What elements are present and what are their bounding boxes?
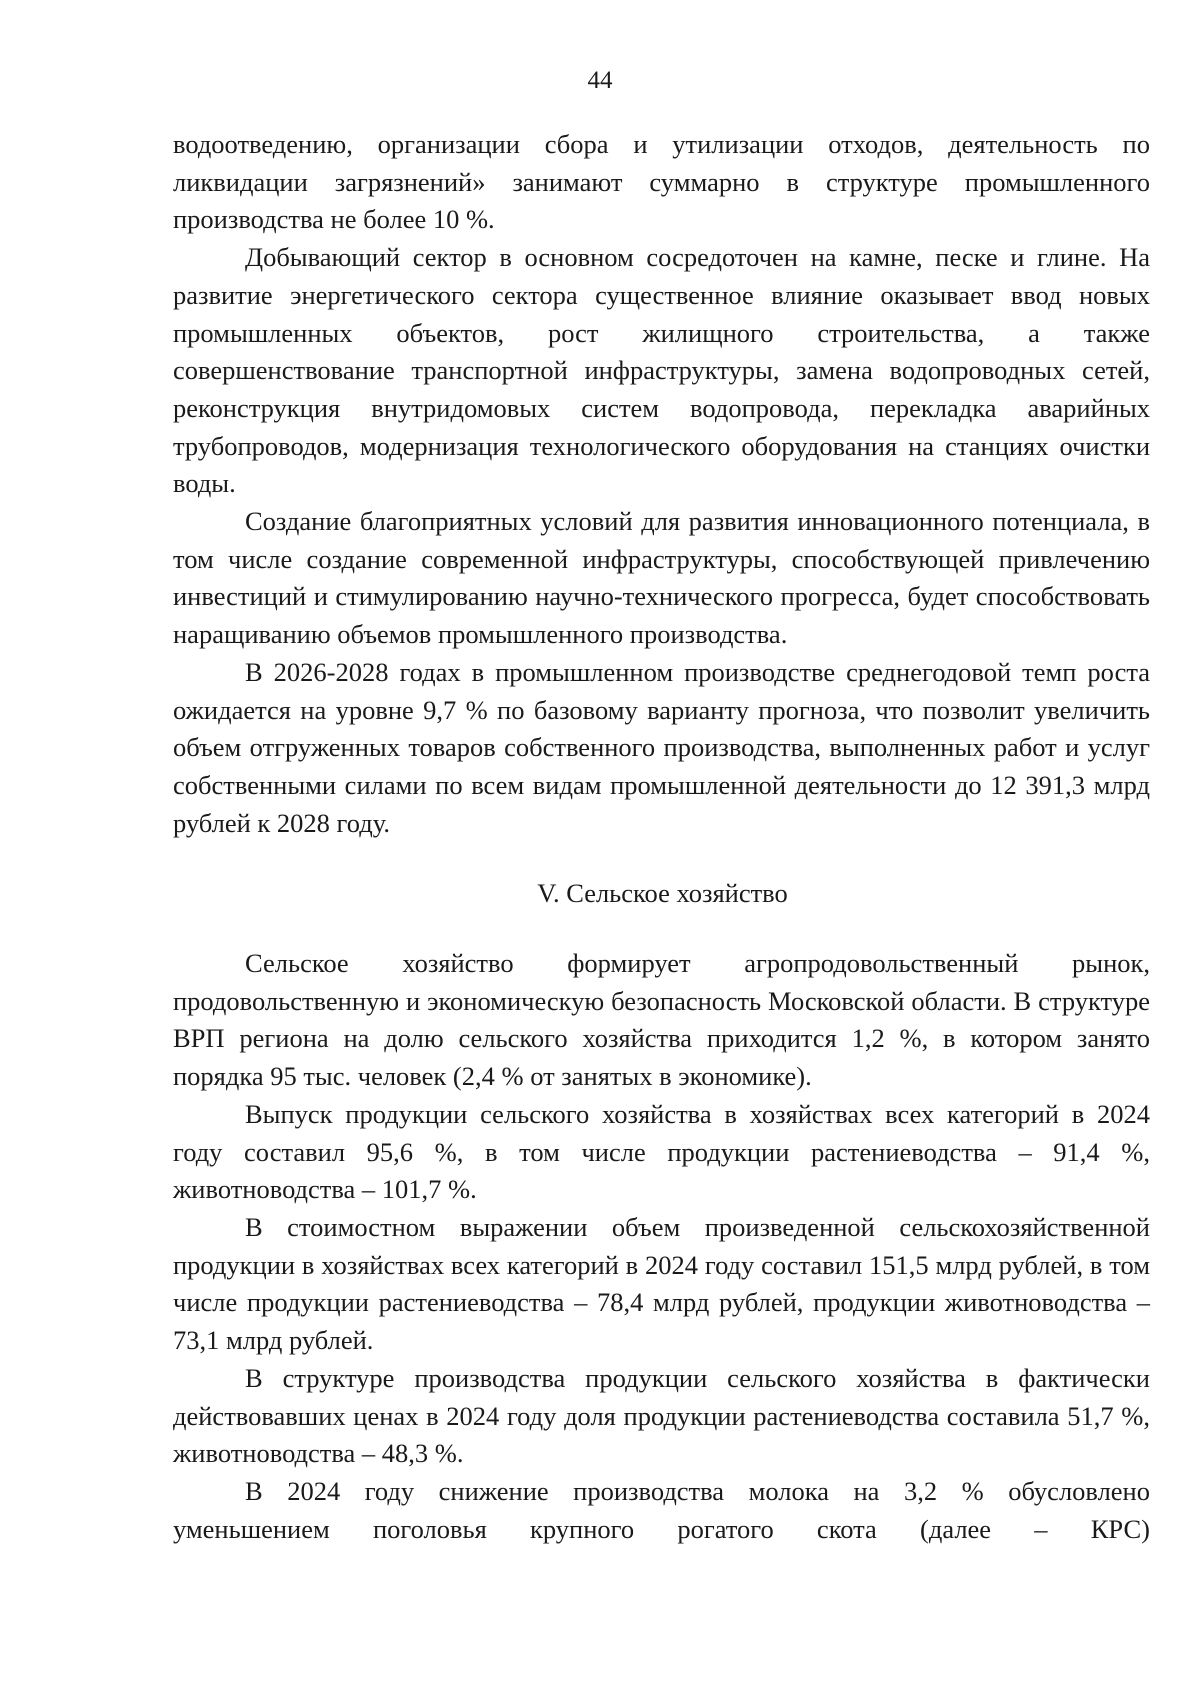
paragraph-mining-sector: Добывающий сектор в основном сосредоточен на камне, песке и глине. На развитие энергетического сектора существенное влияние оказывает ввод новых промышленных объектов, рост жилищного строительства, а также совершенствование транспортной инфраструктуры, замена водопроводных сетей, реконструкция внутридомовых систем водопровода, перекладка аварийных трубопроводов, модернизация технологического оборудования на станциях очистки воды. [173, 242, 1150, 499]
paragraph-milk-production: В 2024 году снижение производства молока на 3,2 % обусловлено уменьшением поголовья крупного рогатого скота (далее – КРС) [173, 1475, 1150, 1544]
paragraph-wastewater: водоотведению, организации сбора и утилизации отходов, деятельность по ликвидации загрязнений» занимают суммарно в структуре промышленного производства не более 10 %. [173, 129, 1150, 235]
section-title: V. Сельское хозяйство [537, 878, 788, 909]
paragraph-structure-2024: В структуре производства продукции сельского хозяйства в фактически действовавших ценах в 2024 году доля продукции растениеводства составила 51,7 %, животноводства – 48,3 %. [173, 1362, 1150, 1469]
paragraph-forecast-2026-2028: В 2026-2028 годах в промышленном производстве среднегодовой темп роста ожидается на уровне 9,7 % по базовому варианту прогноза, что позволит увеличить объем отгруженных товаров собственного производства, выполненных работ и услуг собственными силами по всем видам промышленной деятельности до 12 391,3 млрд рублей к 2028 году. [173, 656, 1150, 838]
document-body [173, 126, 1150, 1548]
paragraph-value-2024: В стоимостном выражении объем произведенной сельскохозяйственной продукции в хозяйствах всех категорий в 2024 году составил 151,5 млрд рублей, в том числе продукции растениеводства – 78,4 млрд рублей, продукции животноводства – 73,1 млрд рублей. [173, 1211, 1150, 1356]
paragraph-output-2024: Выпуск продукции сельского хозяйства в хозяйствах всех категорий в 2024 году составил 95,6 %, в том числе продукции растениеводства – 91,4 %, животноводства – 101,7 %. [173, 1098, 1150, 1205]
paragraph-innovation: Создание благоприятных условий для развития инновационного потенциала, в том числе создание современной инфраструктуры, способствующей привлечению инвестиций и стимулированию научно-технического прогресса, будет способствовать наращиванию объемов промышленного производства. [173, 506, 1150, 650]
paragraph-agriculture-overview: Сельское хозяйство формирует агропродовольственный рынок, продовольственную и экономическую безопасность Московской области. В структуре ВРП региона на долю сельского хозяйства приходится 1,2 %, в котором занято порядка 95 тыс. человек (2,4 % от занятых в экономике). [173, 948, 1150, 1092]
page-number: 44 [587, 67, 613, 94]
